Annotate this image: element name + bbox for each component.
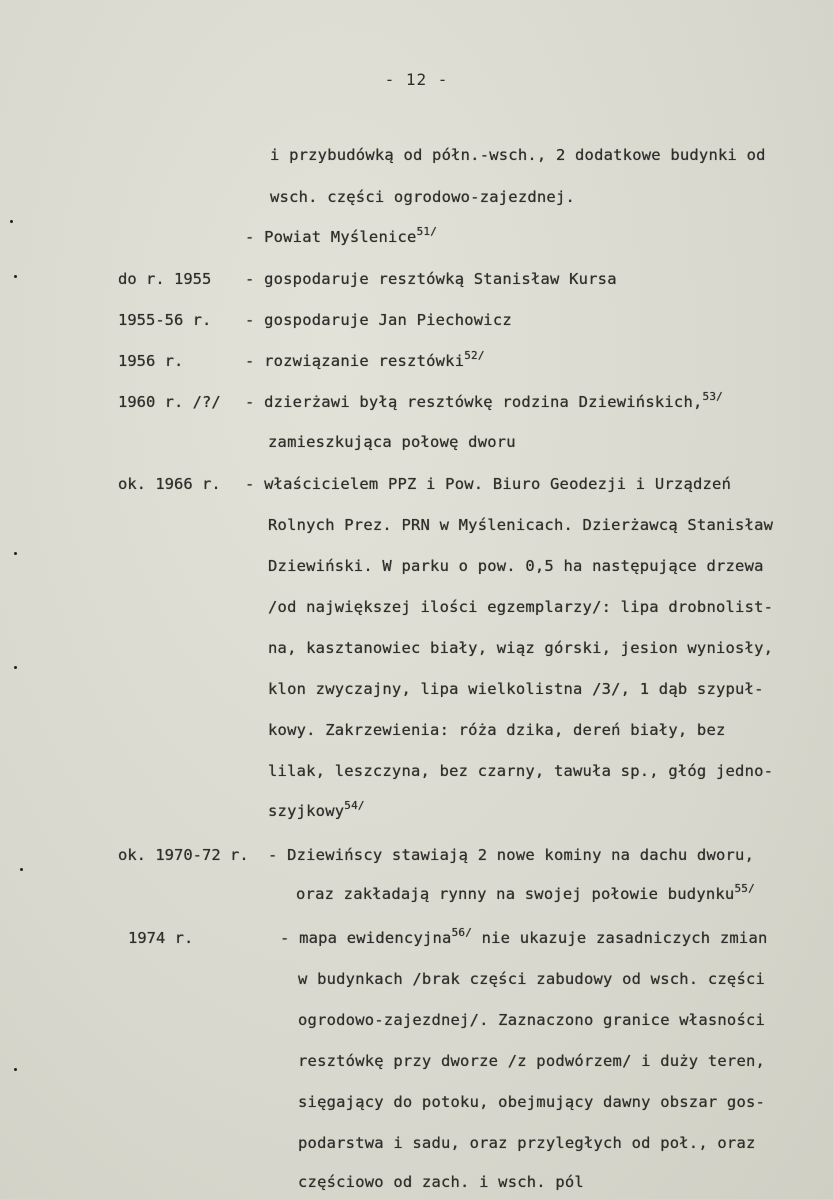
text-line xyxy=(296,882,755,903)
text-line xyxy=(298,1134,756,1152)
line-text: sięgający do potoku, obejmujący dawny obszar gos- xyxy=(298,1093,766,1111)
entry-date: 1955-56 r. xyxy=(118,311,212,329)
text-line xyxy=(298,1052,765,1070)
line-text: częściowo od zach. i wsch. pól xyxy=(298,1173,584,1191)
line-text: - Dziewińscy stawiają 2 nowe kominy na dachu dworu, xyxy=(268,846,755,864)
line-text: lilak, leszczyna, bez czarny, tawuła sp., głóg jedno- xyxy=(268,762,774,780)
line-text: na, kasztanowiec biały, wiąz górski, jesion wyniosły, xyxy=(268,639,774,657)
text-line xyxy=(268,433,516,451)
text-line xyxy=(268,639,773,657)
text-line xyxy=(245,311,512,329)
line-text: - rozwiązanie resztówki xyxy=(245,352,465,370)
footnote-ref: 54/ xyxy=(344,799,365,812)
entry-date: 1956 r. xyxy=(118,352,184,370)
entry-date: ok. 1970-72 r. xyxy=(118,846,249,864)
line-text: - gospodaruje resztówką Stanisław Kursa xyxy=(245,270,617,288)
line-text: wsch. części ogrodowo-zajezdnej. xyxy=(270,188,576,206)
footnote-ref: 55/ xyxy=(734,882,755,895)
margin-dot xyxy=(14,1068,17,1071)
text-line xyxy=(298,1093,765,1111)
line-text: kowy. Zakrzewienia: róża dzika, dereń biały, bez xyxy=(268,721,726,739)
line-text: oraz zakładają rynny na swojej połowie budynku xyxy=(296,885,735,903)
line-text: - mapa ewidencyjna xyxy=(280,929,452,947)
text-line xyxy=(245,475,731,493)
entry-date: do r. 1955 xyxy=(118,270,212,288)
text-line xyxy=(245,270,617,288)
text-line xyxy=(245,390,723,411)
line-text: nie ukazuje zasadniczych zmian xyxy=(472,929,768,947)
line-text: resztówkę przy dworze /z podwórzem/ i duży teren, xyxy=(298,1052,766,1070)
text-line xyxy=(268,762,773,780)
margin-dot xyxy=(20,868,23,871)
line-text: - gospodaruje Jan Piechowicz xyxy=(245,311,512,329)
line-text: szyjkowy xyxy=(268,802,345,820)
entry-date: 1974 r. xyxy=(128,929,194,947)
line-text: - dzierżawi byłą resztówkę rodzina Dziewińskich, xyxy=(245,393,703,411)
footnote-ref: 53/ xyxy=(702,390,723,403)
text-line xyxy=(268,516,773,534)
text-line xyxy=(268,799,365,820)
footnote-ref: 51/ xyxy=(416,225,438,238)
text-line xyxy=(270,188,575,206)
line-text: ogrodowo-zajezdnej/. Zaznaczono granice własności xyxy=(298,1011,766,1029)
line-text: Rolnych Prez. PRN w Myślenicach. Dzierżawcą Stanisław xyxy=(268,516,774,534)
text-line xyxy=(268,557,764,575)
line-text: podarstwa i sadu, oraz przyległych od poł., oraz xyxy=(298,1134,756,1152)
margin-dot xyxy=(14,552,17,555)
line-text: /od największej ilości egzemplarzy/: lipa drobnolist- xyxy=(268,598,774,616)
line-text: klon zwyczajny, lipa wielkolistna /3/, 1 dąb szypuł- xyxy=(268,680,764,698)
line-text: - właścicielem PPZ i Pow. Biuro Geodezji i Urządzeń xyxy=(245,475,732,493)
line-text: w budynkach /brak części zabudowy od wsch. części xyxy=(298,970,766,988)
margin-dot xyxy=(14,666,17,669)
text-line xyxy=(298,970,765,988)
footnote-ref: 56/ xyxy=(451,926,473,939)
text-line xyxy=(268,598,773,616)
entry-date: ok. 1966 r. xyxy=(118,475,221,493)
page-number: - 12 - xyxy=(384,70,449,89)
text-line xyxy=(270,146,766,164)
line-text: - Powiat Myślenice xyxy=(245,228,417,246)
text-line xyxy=(298,1011,765,1029)
text-line xyxy=(245,349,485,370)
text-line xyxy=(268,680,764,698)
footnote-ref: 52/ xyxy=(464,349,485,362)
text-line xyxy=(268,846,754,864)
line-text: i przybudówką od półn.-wsch., 2 dodatkowe budynki od xyxy=(270,146,766,164)
margin-dot xyxy=(10,220,13,223)
text-line xyxy=(245,225,438,246)
line-text: Dziewiński. W parku o pow. 0,5 ha następujące drzewa xyxy=(268,557,764,575)
text-line xyxy=(280,926,768,947)
margin-dot xyxy=(14,275,17,278)
entry-date: 1960 r. /?/ xyxy=(118,393,221,411)
text-line xyxy=(298,1173,584,1191)
text-line xyxy=(268,721,726,739)
line-text: zamieszkująca połowę dworu xyxy=(268,433,516,451)
